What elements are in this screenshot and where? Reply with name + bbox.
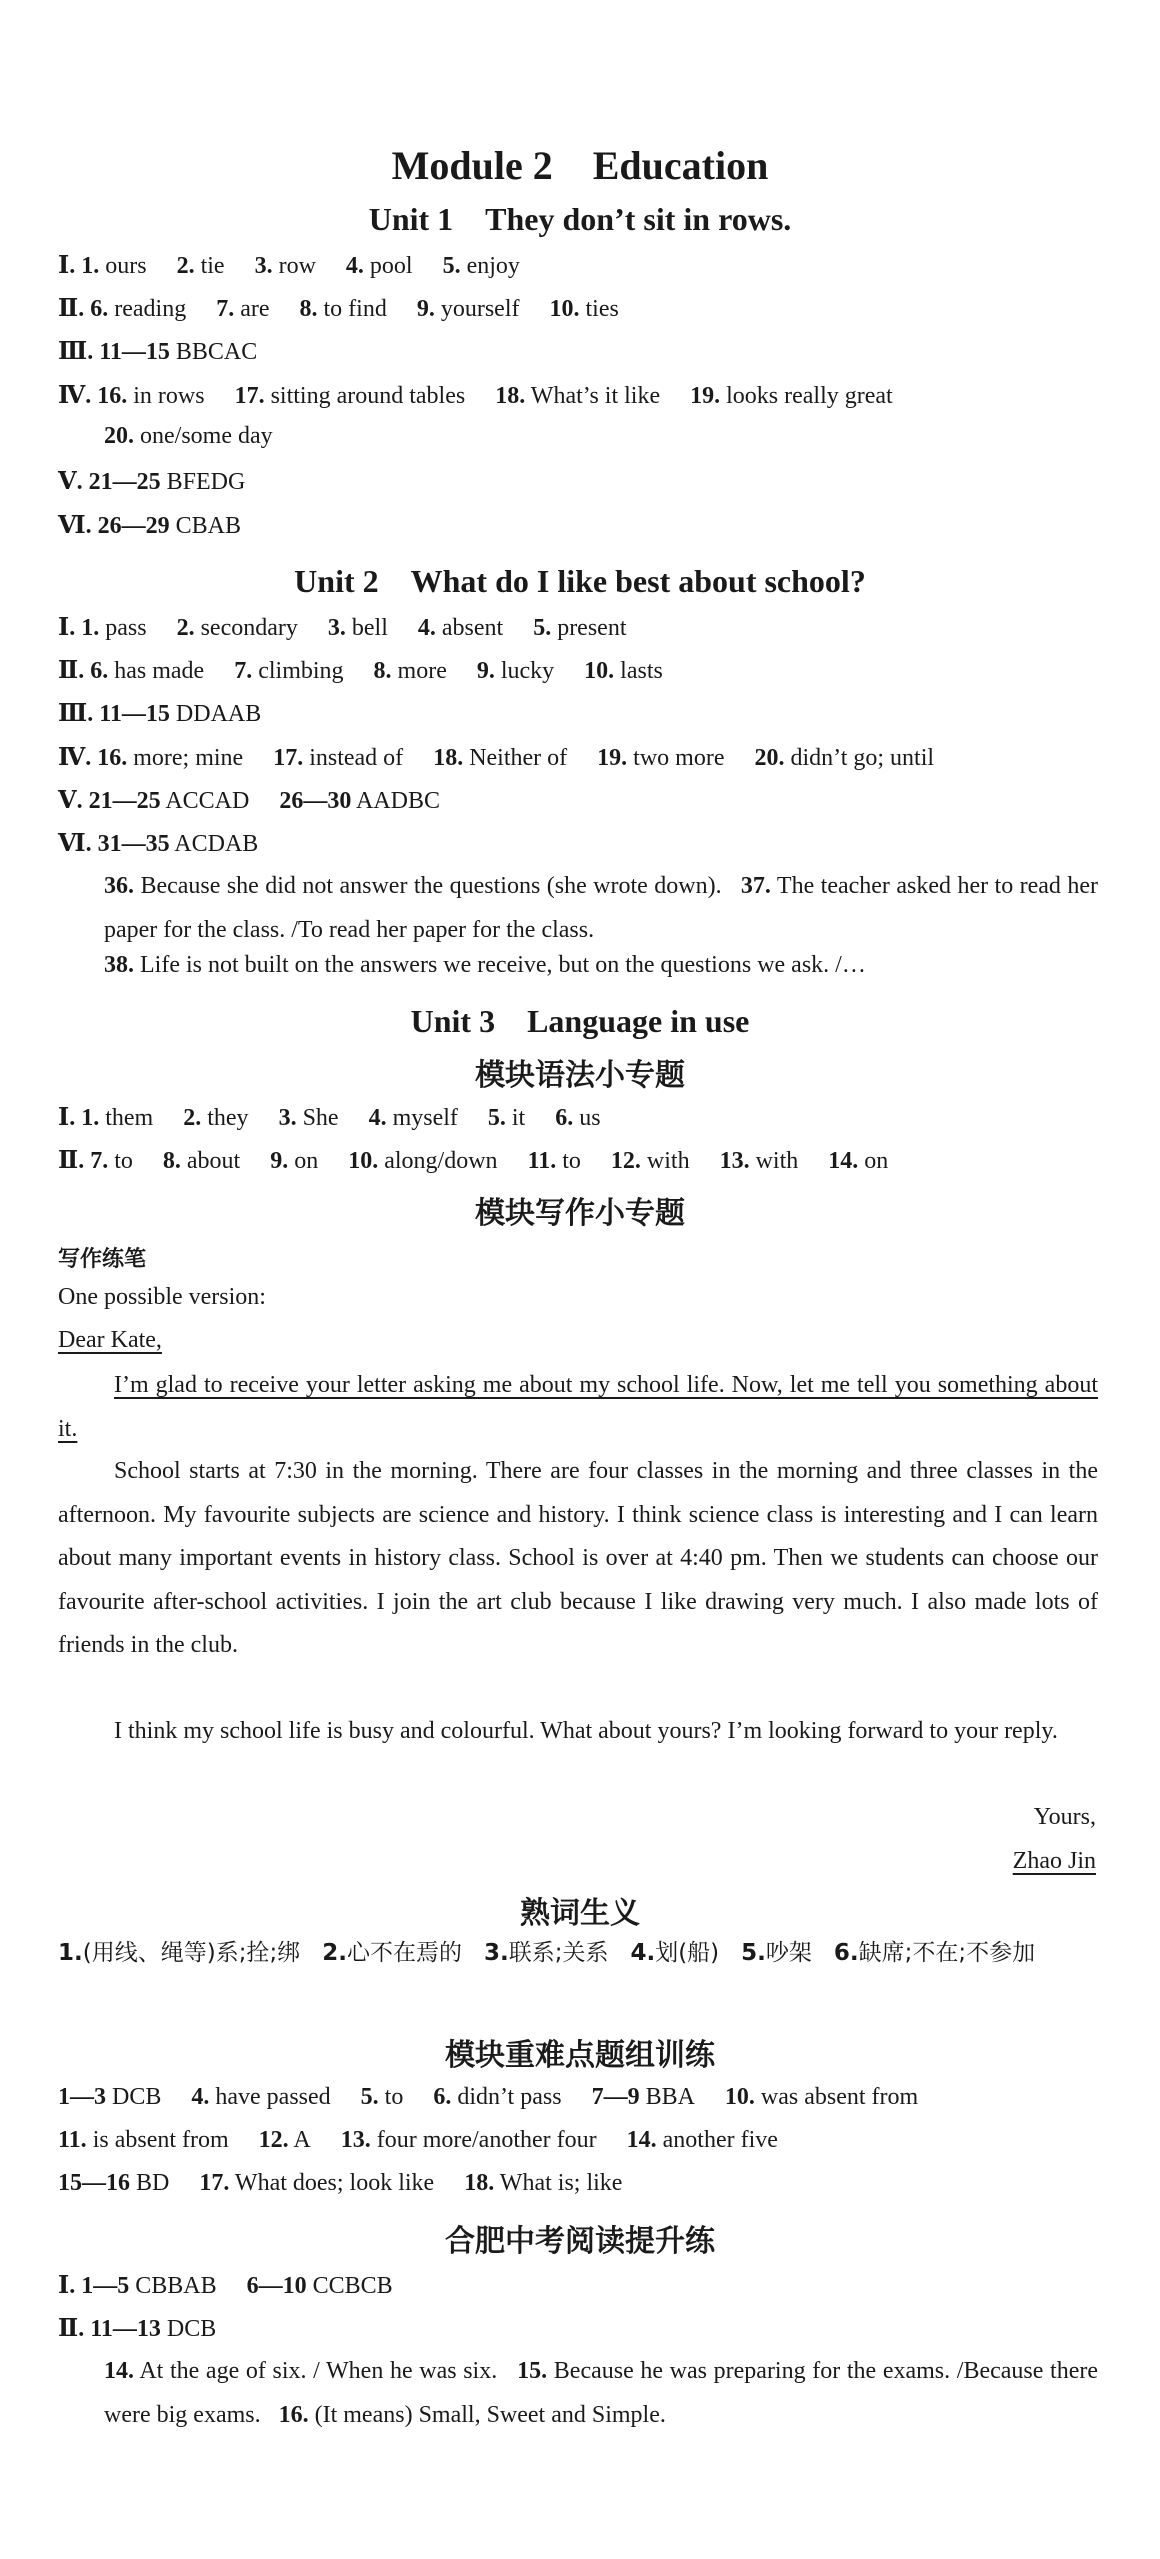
item-number: 17.	[273, 745, 304, 771]
item-answer: absent	[441, 615, 504, 641]
item-answer: on	[294, 1148, 319, 1174]
unit1-line1	[58, 250, 520, 280]
item-answer: CCBCB	[312, 2273, 393, 2299]
item-answer: ACDAB	[174, 831, 259, 857]
item-number: 5.	[487, 1105, 506, 1131]
item-number: Ⅱ. 6.	[58, 296, 109, 322]
unit1-line4	[58, 380, 893, 410]
item-answer: sitting around tables	[270, 383, 466, 409]
item-number: 19.	[597, 745, 628, 771]
item-answer: looks really great	[726, 383, 893, 409]
item-answer: pool	[369, 253, 413, 279]
item-answer: to	[384, 2084, 404, 2110]
item-answer: What is; like	[499, 2170, 623, 2196]
item-number: 17.	[234, 383, 265, 409]
item-answer: in rows	[133, 383, 205, 409]
item-answer: more	[397, 658, 447, 684]
item-answer: ours	[105, 253, 147, 279]
item-answer: DDAAB	[175, 701, 262, 727]
module-title: Module 2 Education	[391, 143, 769, 188]
letter-paragraph-3: I think my school life is busy and colourful. What about yours? I’m looking forward to your reply.	[114, 1718, 1058, 1744]
item-number: 6.	[433, 2084, 452, 2110]
unit1-line6	[58, 466, 245, 496]
vocab-n2: 2.	[322, 1940, 347, 1966]
unit2-title: Unit 2 What do I like best about school?	[294, 563, 866, 599]
item-number: 13.	[340, 2127, 371, 2153]
item-number: 10.	[549, 296, 580, 322]
item-number: 8.	[373, 658, 392, 684]
item-number: 14.	[828, 1148, 859, 1174]
unit2-line6	[58, 828, 258, 858]
vocab-title: 熟词生义	[520, 1896, 640, 1931]
item-number: Ⅰ. 1.	[58, 615, 100, 641]
item-number: 2.	[183, 1105, 202, 1131]
item-answer: BFEDG	[166, 469, 246, 495]
item-answer: has made	[114, 658, 205, 684]
vocab-t3: 联系;关系	[508, 1940, 609, 1966]
item-number: Ⅰ. 1—5	[58, 2273, 130, 2299]
writing-topic-title: 模块写作小专题	[475, 1196, 685, 1231]
vocab-answers	[58, 1932, 1098, 1976]
item-answer: yourself	[440, 296, 520, 322]
item-answer: two more	[633, 745, 725, 771]
vocab-n6: 6.	[833, 1940, 859, 1966]
vocab-t1: (用线、绳等)系;拴;绑	[82, 1940, 301, 1966]
item-number: Ⅲ. 11—15	[58, 339, 170, 365]
letter-greeting: Dear Kate,	[58, 1327, 162, 1353]
letter-signature: Zhao Jin	[1012, 1848, 1096, 1874]
q16-number: 16.	[278, 2401, 309, 2428]
item-number: Ⅳ. 16.	[58, 383, 128, 409]
item-answer: along/down	[384, 1148, 498, 1174]
reading-answers-14-16	[104, 2350, 1098, 2437]
item-number: 5.	[442, 253, 461, 279]
vocab-t6: 缺席;不在;不参加	[858, 1940, 1036, 1966]
letter-closing: Yours,	[1033, 1804, 1096, 1830]
item-number: Ⅱ. 6.	[58, 658, 109, 684]
item-answer: to	[562, 1148, 581, 1174]
unit1-title: Unit 1 They don’t sit in rows.	[368, 201, 792, 237]
item-answer: didn’t go; until	[790, 745, 935, 771]
item-number: Ⅵ. 31—35	[58, 831, 170, 857]
vocab-n1: 1.	[58, 1940, 83, 1966]
vocab-t4: 划(船)	[655, 1940, 720, 1966]
item-number: Ⅵ. 26—29	[58, 513, 170, 539]
q37-number: 37.	[740, 873, 771, 899]
item-answer: enjoy	[466, 253, 520, 279]
unit1-line5	[104, 423, 273, 450]
item-number: 10.	[348, 1148, 379, 1174]
item-number: 9.	[416, 296, 435, 322]
item-number: 17.	[199, 2170, 230, 2196]
item-number: 12.	[258, 2127, 289, 2153]
unit3-title: Unit 3 Language in use	[410, 1003, 750, 1039]
unit2-line3	[58, 698, 261, 728]
item-answer: DCB	[112, 2084, 162, 2110]
vocab-n5: 5.	[741, 1940, 766, 1966]
item-answer: to find	[323, 296, 387, 322]
unit1-line3	[58, 336, 257, 366]
item-answer: row	[278, 253, 316, 279]
item-answer: reading	[114, 296, 187, 322]
item-number: Ⅱ. 11—13	[58, 2316, 161, 2342]
drill-line2	[58, 2127, 778, 2154]
item-answer: DCB	[166, 2316, 217, 2342]
letter-paragraph-2: School starts at 7:30 in the morning. There are four classes in the morning and three classes in the afternoon. My favourite subjects are science and history. I think science class is interesting and I can learn about many important events in history class. School is over at 4:40 pm. Then we students can choose our favourite after-school activities. I join the art club because I like drawing very much. I also made lots of friends in the club.	[58, 1458, 1098, 1658]
item-number: 9.	[270, 1148, 289, 1174]
item-answer: to	[114, 1148, 133, 1174]
item-number: 6.	[555, 1105, 574, 1131]
item-answer: with	[646, 1148, 690, 1174]
item-answer: another five	[662, 2127, 778, 2153]
item-answer: ties	[585, 296, 619, 322]
item-answer: myself	[392, 1105, 458, 1131]
item-number: 20.	[104, 423, 134, 449]
item-answer: BD	[136, 2170, 170, 2196]
item-number: 18.	[495, 383, 526, 409]
item-answer: lasts	[620, 658, 663, 684]
q36-text: Because she did not answer the questions (she wrote down).	[140, 873, 722, 899]
item-number: 3.	[327, 615, 346, 641]
item-answer: BBA	[645, 2084, 695, 2110]
item-answer: us	[579, 1105, 601, 1131]
item-answer: with	[755, 1148, 799, 1174]
unit2-line1	[58, 612, 627, 642]
unit3-line1	[58, 1102, 601, 1132]
item-answer: What does; look like	[234, 2170, 435, 2196]
grammar-topic-title: 模块语法小专题	[475, 1058, 685, 1093]
item-number: 20.	[754, 745, 785, 771]
item-answer: pass	[105, 615, 147, 641]
q38-number: 38.	[104, 952, 134, 978]
unit1-line7	[58, 510, 241, 540]
item-number: 9.	[476, 658, 495, 684]
item-answer: on	[864, 1148, 889, 1174]
reading-line1	[58, 2270, 393, 2300]
item-number: 15—16	[58, 2170, 130, 2196]
item-number: Ⅲ. 11—15	[58, 701, 170, 727]
q14-number: 14.	[104, 2358, 134, 2384]
item-answer: are	[240, 296, 270, 322]
item-number: Ⅰ. 1.	[58, 253, 100, 279]
item-number: Ⅴ. 21—25	[58, 788, 161, 814]
item-answer: secondary	[200, 615, 298, 641]
item-answer: BBCAC	[175, 339, 258, 365]
unit2-answer-36-37	[104, 865, 1098, 952]
item-number: 11.	[527, 1148, 557, 1174]
item-number: 4.	[368, 1105, 387, 1131]
item-number: 5.	[360, 2084, 379, 2110]
q37-text: The teacher asked her to read her paper for the class. /To read her paper for the class.	[104, 873, 1099, 943]
item-answer: A	[293, 2127, 311, 2153]
item-answer: was absent from	[760, 2084, 919, 2110]
q15-number: 15.	[517, 2358, 548, 2384]
item-number: 14.	[626, 2127, 657, 2153]
item-number: 7—9	[591, 2084, 640, 2110]
item-number: 5.	[533, 615, 552, 641]
item-number: 6—10	[246, 2273, 307, 2299]
item-answer: they	[207, 1105, 249, 1131]
reading-line2	[58, 2313, 216, 2343]
item-answer: present	[557, 615, 627, 641]
q14-text: At the age of six. / When he was six.	[139, 2358, 498, 2384]
item-answer: is absent from	[92, 2127, 229, 2153]
drill-line1	[58, 2084, 918, 2111]
unit2-line2	[58, 655, 663, 685]
unit2-answer-38	[104, 952, 866, 979]
version-label: One possible version:	[58, 1284, 266, 1310]
item-number: 8.	[162, 1148, 181, 1174]
unit2-line5	[58, 785, 440, 815]
item-answer: about	[186, 1148, 241, 1174]
item-number: Ⅴ. 21—25	[58, 469, 161, 495]
item-answer: lucky	[500, 658, 555, 684]
vocab-n3: 3.	[483, 1940, 509, 1966]
q36-number: 36.	[104, 873, 134, 899]
item-answer: instead of	[309, 745, 404, 771]
item-number: 2.	[176, 615, 195, 641]
item-number: 13.	[719, 1148, 750, 1174]
item-answer: She	[302, 1105, 339, 1131]
item-number: 3.	[278, 1105, 297, 1131]
q38-text: Life is not built on the answers we receive, but on the questions we ask. /…	[140, 952, 866, 978]
vocab-t2: 心不在焉的	[346, 1940, 462, 1966]
item-answer: have passed	[215, 2084, 331, 2110]
q16-text: (It means) Small, Sweet and Simple.	[314, 2401, 666, 2428]
item-answer: CBAB	[175, 513, 241, 539]
item-answer: tie	[200, 253, 225, 279]
item-number: 4.	[417, 615, 436, 641]
item-answer: it	[511, 1105, 526, 1131]
item-answer: bell	[351, 615, 388, 641]
item-number: Ⅳ. 16.	[58, 745, 128, 771]
item-answer: four more/another four	[376, 2127, 597, 2153]
unit3-line2	[58, 1145, 888, 1175]
item-number: 19.	[690, 383, 721, 409]
item-number: Ⅰ. 1.	[58, 1105, 100, 1131]
reading-title: 合肥中考阅读提升练	[445, 2224, 715, 2259]
item-answer: them	[105, 1105, 154, 1131]
q15-text: Because he was preparing for the exams. /Because there were big exams.	[104, 2358, 1099, 2428]
item-number: 10.	[584, 658, 615, 684]
drill-line3	[58, 2170, 622, 2197]
item-number: 1—3	[58, 2084, 106, 2110]
drill-title: 模块重难点题组训练	[445, 2038, 715, 2073]
item-number: Ⅱ. 7.	[58, 1148, 109, 1174]
item-number: 26—30	[279, 788, 352, 814]
item-answer: Neither of	[469, 745, 568, 771]
vocab-n4: 4.	[630, 1940, 656, 1966]
item-number: 12.	[610, 1148, 641, 1174]
item-answer: CBBAB	[135, 2273, 217, 2299]
item-answer: one/some day	[140, 423, 273, 449]
vocab-t5: 吵架	[765, 1940, 812, 1966]
item-answer: didn’t pass	[457, 2084, 562, 2110]
unit2-line4	[58, 742, 934, 772]
unit1-line2	[58, 293, 619, 323]
letter-paragraph-1	[58, 1364, 1098, 1451]
item-answer: What’s it like	[530, 383, 661, 409]
item-number: 8.	[299, 296, 318, 322]
item-answer: ACCAD	[165, 788, 250, 814]
item-number: 4.	[191, 2084, 210, 2110]
item-number: 11.	[58, 2127, 87, 2153]
item-number: 7.	[234, 658, 253, 684]
item-number: 18.	[464, 2170, 495, 2196]
letter-paragraph-1-text: I’m glad to receive your letter asking me about my school life. Now, let me tell you something about it.	[58, 1372, 1098, 1442]
item-answer: more; mine	[133, 745, 244, 771]
item-number: 10.	[724, 2084, 755, 2110]
item-number: 2.	[176, 253, 195, 279]
item-number: 4.	[345, 253, 364, 279]
item-answer: climbing	[258, 658, 344, 684]
item-number: 7.	[216, 296, 235, 322]
item-number: 18.	[433, 745, 464, 771]
writing-practice-label: 写作练笔	[58, 1247, 147, 1272]
item-number: 3.	[254, 253, 273, 279]
item-answer: AADBC	[356, 788, 441, 814]
